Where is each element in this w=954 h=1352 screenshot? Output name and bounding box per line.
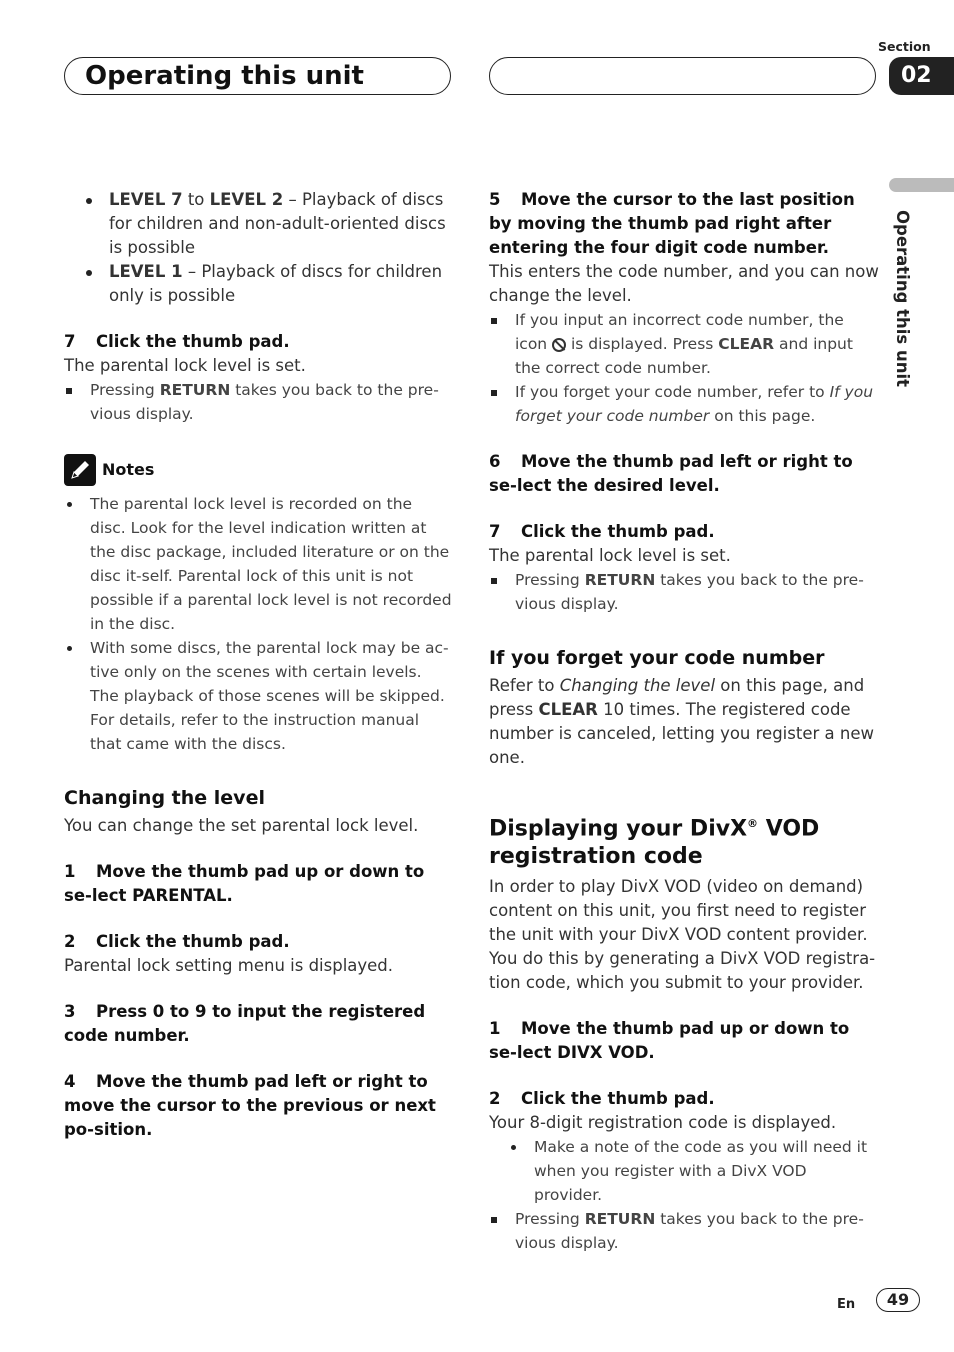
section-body: [489, 674, 879, 770]
note-line: [64, 378, 452, 426]
bullet-text: – Playback of discs for children and non-adult-oriented discs is possible: [109, 190, 446, 257]
step-number: 1: [64, 862, 76, 881]
heading-text: Displaying your DivX: [489, 816, 748, 842]
key-label: RETURN: [584, 571, 656, 589]
step-title: Click the thumb pad.: [96, 932, 290, 951]
step-body: The parental lock level is set.: [64, 356, 306, 375]
note-item: [489, 1135, 879, 1207]
step-number: 2: [489, 1089, 501, 1109]
note-text: With some discs, the parental lock may be ac-tive only on the scenes with certain levels. The playback of those scenes will be skipped. For details, refer to the instruction manual that came with the discs.: [90, 639, 449, 753]
note-text: If you forget your code number, refer to: [515, 383, 830, 401]
step-title: Move the thumb pad up or down to se-lect PARENTAL.: [64, 862, 425, 905]
step-title: Move the cursor to the last position by moving the thumb pad right after entering the four digit code number.: [489, 190, 855, 257]
square-bullet: [66, 388, 72, 394]
note-line: [489, 308, 879, 380]
square-bullet: [491, 1217, 497, 1223]
step-body: Your 8-digit registration code is displayed.: [489, 1113, 837, 1133]
side-tab-marker: [889, 178, 954, 192]
step-heading: [489, 450, 879, 498]
section-label: Section: [878, 39, 931, 54]
notes-header: [64, 454, 452, 486]
note-line: [489, 380, 879, 428]
language-label: En: [837, 1297, 856, 1312]
section-body: In order to play DivX VOD (video on demand) content on this unit, you first need to register the unit with your DivX VOD content provider. You do this by generating a DivX VOD registra-tion code, which you submit to your provider.: [489, 877, 876, 993]
step-title: Press 0 to 9 to input the registered code number.: [64, 1002, 426, 1045]
square-bullet: [491, 318, 497, 324]
page-title: Operating this unit: [85, 61, 364, 91]
section-heading: Changing the level: [64, 787, 265, 809]
bullet-dot: [86, 198, 92, 204]
main-heading: [489, 810, 879, 871]
step-body: Parental lock setting menu is displayed.: [64, 956, 394, 975]
step-body: This enters the code number, and you can now change the level.: [489, 262, 879, 305]
note-item: [64, 492, 452, 636]
section-body: You can change the set parental lock level.: [64, 816, 419, 835]
section-number: 02: [889, 57, 954, 95]
step-number: 2: [64, 932, 76, 951]
right-column: [489, 188, 879, 1255]
step-heading: [64, 1070, 452, 1142]
note-line: [489, 1207, 879, 1255]
step-number: 7: [64, 332, 76, 351]
bullet-text: – Playback of discs for children only is possible: [109, 262, 443, 305]
step-heading: [489, 1087, 879, 1111]
bullet-text: to: [182, 190, 210, 209]
body-text: 10 times. The registered code number is canceled, letting you register a new one.: [489, 700, 874, 767]
step-title: Click the thumb pad.: [96, 332, 290, 351]
pencil-icon: [64, 454, 96, 486]
cross-reference: Changing the level: [559, 676, 716, 695]
square-bullet: [491, 578, 497, 584]
page-number: 49: [876, 1288, 920, 1312]
prohibited-icon: [552, 338, 566, 352]
note-text: takes you back to the pre-vious display.: [515, 571, 864, 613]
step-number: 4: [64, 1072, 76, 1091]
cross-reference: If you forget your code number: [515, 383, 874, 425]
heading-text: VOD registration code: [489, 816, 820, 870]
level-label: LEVEL 2: [209, 190, 284, 209]
note-text: Pressing: [90, 381, 160, 399]
note-text: and input the correct code number.: [515, 335, 853, 377]
step-title: Move the thumb pad up or down to se-lect DIVX VOD.: [489, 1019, 850, 1063]
left-column: [64, 188, 452, 1142]
step-heading: [489, 520, 879, 544]
notes-label: Notes: [102, 460, 155, 479]
section-heading: If you forget your code number: [489, 647, 825, 669]
note-text: The parental lock level is recorded on the disc. Look for the level indication written at the disc package, included literature or on the disc it-self. Parental lock of this unit is not possible if a parental lock level is not recorded in the disc.: [90, 495, 452, 633]
square-bullet: [491, 390, 497, 396]
note-text: takes you back to the pre-vious display.: [90, 381, 439, 423]
key-label: CLEAR: [538, 700, 598, 719]
level-label: LEVEL 1: [109, 262, 183, 281]
header-empty-pill: [489, 57, 876, 95]
note-text: is displayed. Press: [566, 335, 719, 353]
step-title: Move the thumb pad left or right to se-lect the desired level.: [489, 452, 853, 495]
side-tab-label: Operating this unit: [893, 210, 912, 388]
note-text: takes you back to the pre-vious display.: [515, 1210, 864, 1253]
step-number: 7: [489, 522, 501, 541]
bullet-dot: [86, 270, 92, 276]
level-bullet: [64, 260, 452, 308]
step-body: The parental lock level is set.: [489, 546, 731, 565]
bullet-dot: [67, 502, 72, 507]
step-title: Move the thumb pad left or right to move the cursor to the previous or next po-sition.: [64, 1072, 436, 1139]
step-title: Click the thumb pad.: [521, 1089, 715, 1109]
step-number: 6: [489, 452, 501, 471]
level-bullet: [64, 188, 452, 260]
note-text: Pressing: [515, 571, 585, 589]
body-text: Refer to: [489, 676, 560, 695]
bullet-dot: [511, 1145, 516, 1150]
step-heading: [64, 930, 452, 954]
step-heading: [64, 330, 452, 354]
bullet-dot: [67, 646, 72, 651]
key-label: CLEAR: [718, 335, 775, 353]
step-heading: [64, 860, 452, 908]
note-text: If you input an incorrect code number, the icon: [515, 311, 844, 353]
header-title-pill: [64, 57, 451, 95]
step-number: 1: [489, 1019, 501, 1039]
note-line: [489, 568, 879, 616]
body-text: on this page, and press: [489, 676, 865, 719]
level-label: LEVEL 7: [109, 190, 183, 209]
note-item: [64, 636, 452, 756]
step-title: Click the thumb pad.: [521, 522, 715, 541]
step-heading: [64, 1000, 452, 1048]
key-label: RETURN: [159, 381, 231, 399]
registered-mark: ®: [747, 817, 759, 830]
key-label: RETURN: [584, 1210, 656, 1229]
step-number: 3: [64, 1002, 76, 1021]
step-heading: [489, 188, 879, 260]
step-heading: [489, 1017, 879, 1065]
step-number: 5: [489, 190, 501, 209]
note-text: Pressing: [515, 1210, 585, 1229]
note-text: on this page.: [709, 407, 816, 425]
note-text: Make a note of the code as you will need it when you register with a DivX VOD provider.: [534, 1138, 868, 1205]
